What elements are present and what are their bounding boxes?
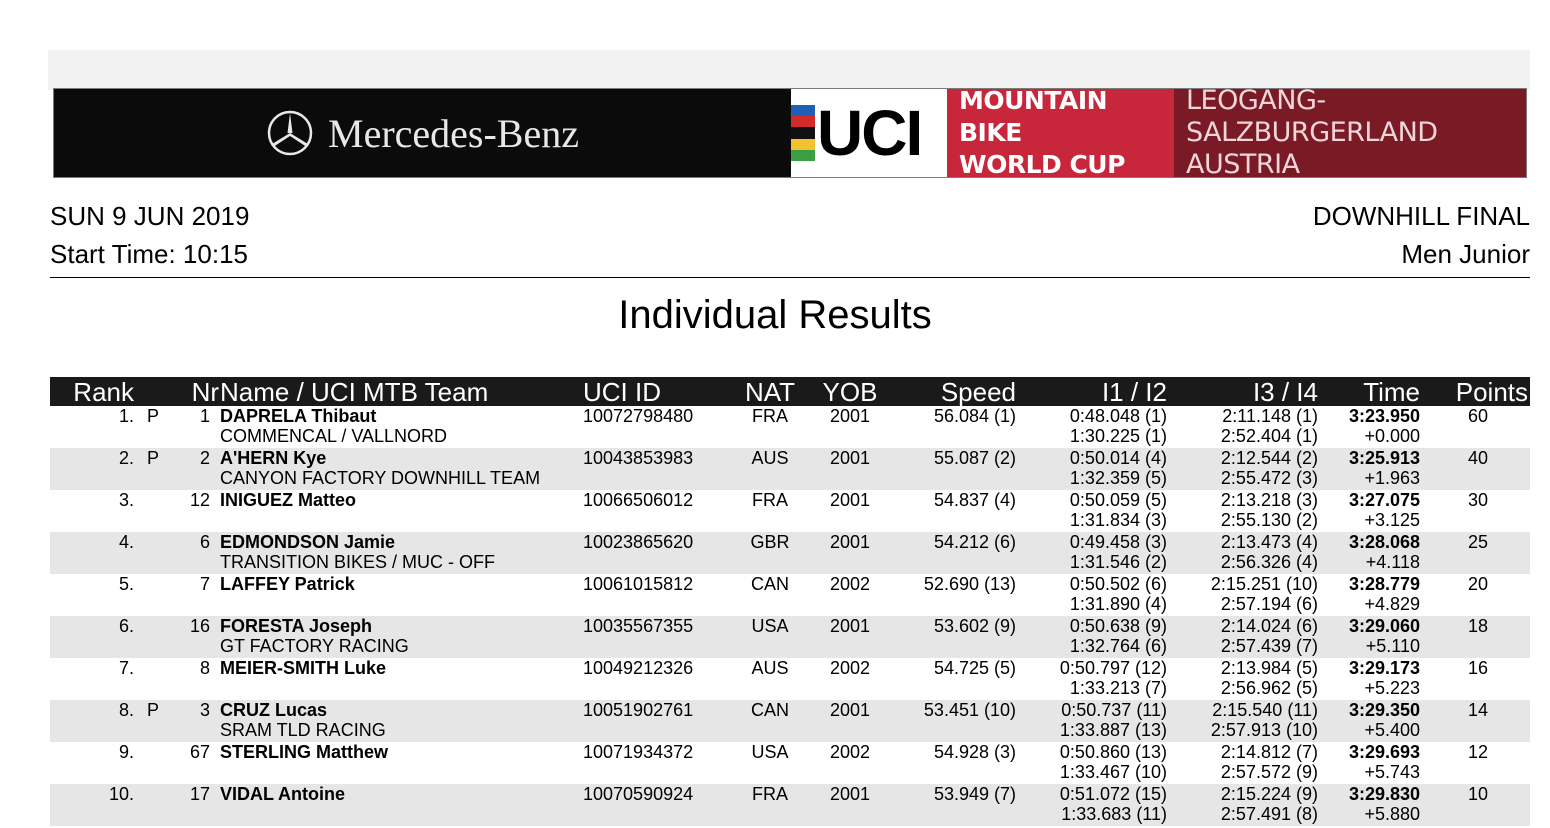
- split-i4: 2:56.326 (4): [1220, 552, 1318, 572]
- table-row: [50, 574, 1530, 616]
- bib-number: 16: [189, 616, 210, 636]
- event-name: DOWNHILL FINAL: [1312, 201, 1530, 231]
- uci-id: 10072798480: [583, 406, 694, 426]
- rider-name: CRUZ Lucas: [220, 700, 328, 720]
- table-body: [50, 406, 1530, 826]
- year-of-birth: 2001: [829, 406, 871, 426]
- split-i2: 1:31.890 (4): [1069, 594, 1167, 614]
- points: 18: [1467, 616, 1488, 636]
- results-table: [50, 377, 1530, 826]
- finish-time: 3:23.950: [1348, 406, 1420, 426]
- split-i2: 1:32.764 (6): [1069, 636, 1167, 656]
- split-i2: 1:33.213 (7): [1069, 678, 1167, 698]
- speed: 52.690 (13): [923, 574, 1016, 594]
- rider-name: DAPRELA Thibaut: [220, 406, 377, 426]
- uci-id: 10049212326: [583, 658, 694, 678]
- col-yob: YOB: [822, 377, 878, 407]
- finish-time: 3:29.173: [1348, 658, 1420, 678]
- points: 60: [1467, 406, 1488, 426]
- uci-rainbow-stripes: [791, 105, 815, 161]
- nationality: FRA: [752, 784, 788, 804]
- event-banner: [53, 85, 1527, 180]
- points: 12: [1467, 742, 1488, 762]
- points: 10: [1467, 784, 1488, 804]
- podium-flag: P: [147, 448, 160, 468]
- split-i3: 2:13.984 (5): [1220, 658, 1318, 678]
- split-i1: 0:50.638 (9): [1069, 616, 1167, 636]
- split-i1: 0:50.860 (13): [1059, 742, 1167, 762]
- header-divider: [50, 277, 1530, 278]
- split-i4: 2:56.962 (5): [1220, 678, 1318, 698]
- speed: 53.451 (10): [923, 700, 1016, 720]
- col-points: Points: [1455, 377, 1528, 407]
- time-gap: +5.400: [1364, 720, 1420, 740]
- split-i2: 1:31.546 (2): [1069, 552, 1167, 572]
- split-i3: 2:15.251 (10): [1210, 574, 1318, 594]
- uci-wordmark: UCI: [817, 97, 922, 169]
- finish-time: 3:29.060: [1348, 616, 1420, 636]
- team-name: GT FACTORY RACING: [220, 636, 409, 656]
- time-gap: +1.963: [1364, 468, 1420, 488]
- series-name: [947, 86, 1174, 179]
- col-time: Time: [1363, 377, 1420, 407]
- split-i1: 0:48.048 (1): [1069, 406, 1167, 426]
- split-i1: 0:50.502 (6): [1069, 574, 1167, 594]
- speed: 54.212 (6): [933, 532, 1016, 552]
- speed: 55.087 (2): [933, 448, 1016, 468]
- split-i1: 0:50.014 (4): [1069, 448, 1167, 468]
- split-i3: 2:14.024 (6): [1220, 616, 1318, 636]
- split-i3: 2:15.540 (11): [1212, 700, 1318, 720]
- split-i1: 0:49.458 (3): [1069, 532, 1167, 552]
- split-i2: 1:30.225 (1): [1069, 426, 1167, 446]
- bib-number: 17: [189, 784, 210, 804]
- table-row: [50, 532, 1530, 574]
- venue-name: [1174, 85, 1526, 180]
- speed: 53.949 (7): [933, 784, 1016, 804]
- split-i3: 2:12.544 (2): [1220, 448, 1318, 468]
- year-of-birth: 2001: [829, 532, 871, 552]
- mercedes-star-icon: [266, 109, 314, 157]
- split-i2: 1:33.467 (10): [1059, 762, 1167, 782]
- category-name: Men Junior: [1401, 239, 1530, 269]
- split-i4: 2:57.913 (10): [1210, 720, 1318, 740]
- split-i2: 1:31.834 (3): [1069, 510, 1167, 530]
- split-i2: 1:32.359 (5): [1069, 468, 1167, 488]
- split-i2: 1:33.887 (13): [1059, 720, 1167, 740]
- nationality: FRA: [752, 406, 788, 426]
- bib-number: 3: [199, 700, 210, 720]
- nationality: USA: [751, 616, 789, 636]
- time-gap: +5.743: [1364, 762, 1420, 782]
- bib-number: 6: [199, 532, 210, 552]
- col-nr: Nr: [191, 377, 219, 407]
- table-row: [50, 616, 1530, 658]
- points: 16: [1467, 658, 1488, 678]
- uci-id: 10061015812: [583, 574, 694, 594]
- split-i4: 2:55.130 (2): [1220, 510, 1318, 530]
- year-of-birth: 2001: [829, 700, 871, 720]
- col-speed: Speed: [940, 377, 1016, 407]
- time-gap: +5.880: [1364, 804, 1420, 824]
- split-i4: 2:57.194 (6): [1220, 594, 1318, 614]
- finish-time: 3:29.830: [1348, 784, 1420, 804]
- rank-cell: 5.: [118, 574, 134, 594]
- points: 40: [1467, 448, 1488, 468]
- sponsor-logo: [54, 89, 791, 177]
- venue-line-1: LEOGANG-SALZBURGERLAND: [1186, 85, 1438, 148]
- rider-name: LAFFEY Patrick: [220, 574, 355, 594]
- rank-cell: 7.: [118, 658, 134, 678]
- rank-cell: 10.: [108, 784, 134, 804]
- rider-name: MEIER-SMITH Luke: [220, 658, 387, 678]
- points: 20: [1467, 574, 1488, 594]
- nationality: USA: [751, 742, 789, 762]
- page-title: Individual Results: [618, 293, 932, 337]
- bib-number: 12: [189, 490, 210, 510]
- split-i2: 1:33.683 (11): [1061, 804, 1167, 824]
- split-i3: 2:15.224 (9): [1220, 784, 1318, 804]
- bib-number: 7: [199, 574, 210, 594]
- year-of-birth: 2001: [829, 784, 871, 804]
- time-gap: +4.118: [1365, 552, 1420, 572]
- table-row: [50, 742, 1530, 784]
- team-name: CANYON FACTORY DOWNHILL TEAM: [220, 468, 541, 488]
- time-gap: +5.223: [1364, 678, 1420, 698]
- col-nat: NAT: [744, 377, 796, 407]
- nationality: CAN: [750, 700, 789, 720]
- podium-flag: P: [147, 700, 160, 720]
- bib-number: 67: [189, 742, 210, 762]
- split-i4: 2:57.572 (9): [1220, 762, 1318, 782]
- rank-cell: 4.: [118, 532, 134, 552]
- nationality: FRA: [752, 490, 788, 510]
- uci-id: 10043853983: [583, 448, 694, 468]
- rank-cell: 9.: [118, 742, 134, 762]
- split-i1: 0:51.072 (15): [1059, 784, 1167, 804]
- year-of-birth: 2002: [829, 742, 871, 762]
- time-gap: +0.000: [1364, 426, 1420, 446]
- team-name: SRAM TLD RACING: [220, 720, 386, 740]
- points: 30: [1467, 490, 1488, 510]
- year-of-birth: 2002: [829, 658, 871, 678]
- table-header: [50, 377, 1530, 406]
- split-i4: 2:52.404 (1): [1220, 426, 1318, 446]
- start-time: Start Time: 10:15: [50, 239, 248, 269]
- table-row: [50, 658, 1530, 700]
- speed: 56.084 (1): [933, 406, 1016, 426]
- split-i3: 2:13.218 (3): [1220, 490, 1318, 510]
- finish-time: 3:28.068: [1348, 532, 1420, 552]
- banner-frame: [48, 50, 1530, 90]
- nationality: CAN: [750, 574, 789, 594]
- speed: 54.837 (4): [933, 490, 1016, 510]
- finish-time: 3:25.913: [1348, 448, 1420, 468]
- year-of-birth: 2001: [829, 448, 871, 468]
- rider-name: FORESTA Joseph: [220, 616, 373, 636]
- col-rank: Rank: [73, 377, 134, 407]
- speed: 53.602 (9): [933, 616, 1016, 636]
- table-row: [50, 700, 1530, 742]
- uci-logo: [791, 89, 947, 177]
- table-row: [50, 406, 1530, 448]
- rider-name: EDMONDSON Jamie: [220, 532, 396, 552]
- race-date: SUN 9 JUN 2019: [50, 201, 250, 231]
- bib-number: 8: [199, 658, 210, 678]
- split-i1: 0:50.737 (11): [1061, 700, 1167, 720]
- uci-id: 10070590924: [583, 784, 694, 804]
- year-of-birth: 2001: [829, 490, 871, 510]
- speed: 54.725 (5): [933, 658, 1016, 678]
- nationality: AUS: [751, 658, 789, 678]
- nationality: AUS: [751, 448, 789, 468]
- series-line-2: WORLD CUP: [959, 150, 1125, 179]
- rider-name: STERLING Matthew: [220, 742, 389, 762]
- speed: 54.928 (3): [933, 742, 1016, 762]
- finish-time: 3:29.350: [1348, 700, 1420, 720]
- bib-number: 1: [199, 406, 210, 426]
- split-i3: 2:14.812 (7): [1220, 742, 1318, 762]
- year-of-birth: 2001: [829, 616, 871, 636]
- rank-cell: 1.: [118, 406, 134, 426]
- uci-id: 10066506012: [583, 490, 694, 510]
- rider-name: INIGUEZ Matteo: [220, 490, 357, 510]
- series-line-1: MOUNTAIN BIKE: [959, 86, 1108, 147]
- time-gap: +5.110: [1365, 636, 1420, 656]
- split-i3: 2:11.148 (1): [1222, 406, 1318, 426]
- uci-id: 10051902761: [583, 700, 694, 720]
- table-row: [50, 490, 1530, 532]
- venue-line-2: AUSTRIA: [1186, 149, 1300, 180]
- split-i3: 2:13.473 (4): [1220, 532, 1318, 552]
- team-name: COMMENCAL / VALLNORD: [220, 426, 448, 446]
- year-of-birth: 2002: [829, 574, 871, 594]
- finish-time: 3:27.075: [1348, 490, 1420, 510]
- uci-id: 10035567355: [583, 616, 694, 636]
- rank-cell: 6.: [118, 616, 134, 636]
- rider-name: A'HERN Kye: [220, 448, 327, 468]
- table-row: [50, 784, 1530, 826]
- sponsor-name: Mercedes-Benz: [328, 110, 579, 156]
- team-name: TRANSITION BIKES / MUC - OFF: [220, 552, 496, 572]
- split-i1: 0:50.059 (5): [1069, 490, 1167, 510]
- col-i1-i2: I1 / I2: [1101, 377, 1167, 407]
- uci-id: 10071934372: [583, 742, 694, 762]
- bib-number: 2: [199, 448, 210, 468]
- points: 25: [1467, 532, 1488, 552]
- col-i3-i4: I3 / I4: [1252, 377, 1318, 407]
- podium-flag: P: [147, 406, 160, 426]
- time-gap: +4.829: [1364, 594, 1420, 614]
- rank-cell: 2.: [118, 448, 134, 468]
- finish-time: 3:28.779: [1348, 574, 1420, 594]
- col-uci-id: UCI ID: [583, 377, 661, 407]
- finish-time: 3:29.693: [1348, 742, 1420, 762]
- time-gap: +3.125: [1364, 510, 1420, 530]
- table-row: [50, 448, 1530, 490]
- uci-id: 10023865620: [583, 532, 694, 552]
- nationality: GBR: [750, 532, 790, 552]
- split-i4: 2:55.472 (3): [1220, 468, 1318, 488]
- split-i1: 0:50.797 (12): [1059, 658, 1167, 678]
- rank-cell: 8.: [118, 700, 134, 720]
- rank-cell: 3.: [118, 490, 134, 510]
- split-i4: 2:57.439 (7): [1220, 636, 1318, 656]
- split-i4: 2:57.491 (8): [1220, 804, 1318, 824]
- points: 14: [1467, 700, 1488, 720]
- col-name: Name / UCI MTB Team: [220, 377, 489, 407]
- rider-name: VIDAL Antoine: [220, 784, 345, 804]
